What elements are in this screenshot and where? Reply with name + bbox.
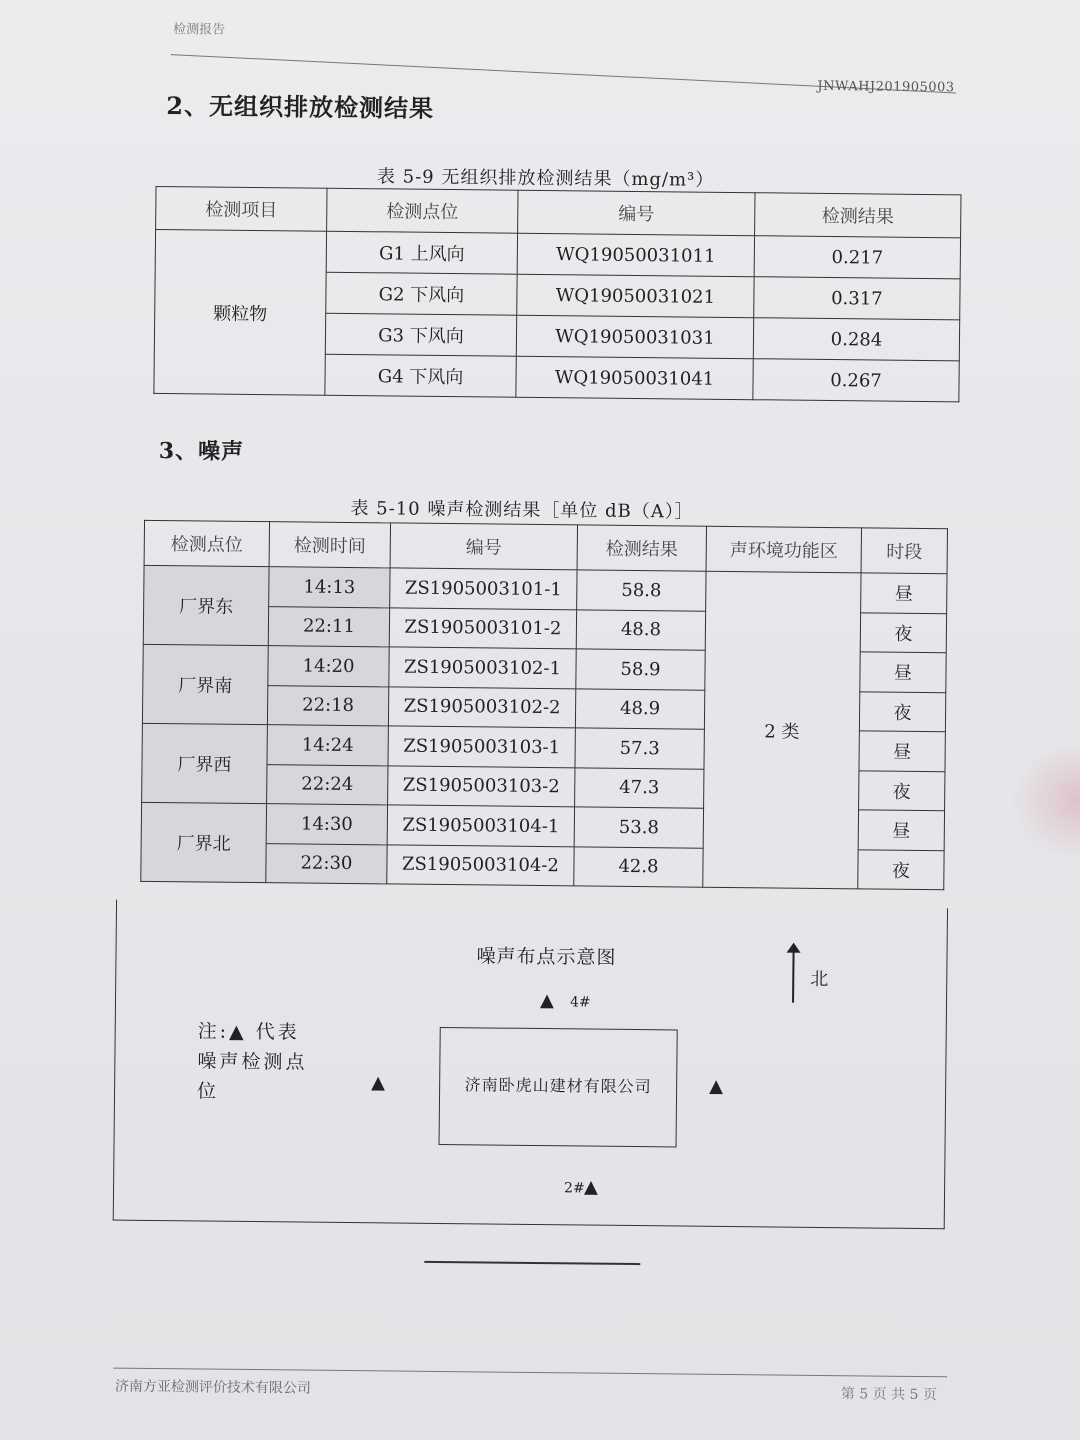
- result-cell: 58.8: [577, 570, 706, 611]
- col-header: 检测项目: [156, 186, 327, 231]
- result-cell: 0.217: [754, 236, 960, 279]
- report-page: [113, 14, 968, 1423]
- period-cell: 昼: [861, 573, 947, 613]
- code-cell: ZS1905003104-2: [387, 844, 574, 885]
- period-cell: 夜: [858, 849, 944, 889]
- col-header: 检测点位: [144, 520, 269, 566]
- code-cell: ZS1905003104-1: [387, 805, 574, 846]
- col-header: 检测时间: [269, 522, 390, 568]
- diagram-title: 噪声布点示意图: [476, 945, 617, 969]
- code-cell: WQ19050031041: [516, 356, 753, 399]
- col-header: 声环境功能区: [706, 526, 861, 573]
- triangle-marker-icon: ▲: [371, 1072, 386, 1094]
- result-cell: 0.267: [753, 359, 959, 402]
- code-cell: WQ19050031031: [516, 315, 753, 358]
- time-cell: 14:24: [267, 725, 388, 766]
- result-cell: 53.8: [574, 807, 703, 848]
- point-cell: G3 下风向: [325, 313, 516, 356]
- zone-cell: 2 类: [703, 571, 861, 889]
- col-header: 编号: [518, 190, 755, 235]
- location-cell: 厂界西: [142, 723, 268, 803]
- period-cell: 夜: [859, 770, 945, 810]
- code-cell: ZS1905003103-2: [388, 765, 575, 806]
- period-cell: 夜: [860, 612, 946, 652]
- footer-company: 济南方亚检测评价技术有限公司: [114, 1378, 312, 1397]
- result-cell: 48.9: [575, 688, 704, 729]
- red-stamp-edge: [1010, 740, 1080, 860]
- table-row: [155, 229, 960, 278]
- point-cell: G4 下风向: [325, 354, 516, 397]
- code-cell: ZS1905003102-2: [388, 686, 575, 727]
- company-building: [439, 1027, 678, 1147]
- triangle-marker-icon: ▲: [583, 1176, 599, 1198]
- report-number: JNWAHJ201905003: [817, 78, 955, 96]
- point-label-top: 4#: [569, 994, 591, 1011]
- code-cell: ZS1905003101-2: [389, 607, 576, 648]
- result-cell: 48.8: [576, 609, 705, 650]
- location-cell: 厂界东: [143, 565, 269, 645]
- header-left-title: 检测报告: [173, 22, 226, 38]
- result-cell: 58.9: [576, 649, 705, 690]
- noise-layout-diagram: [113, 900, 948, 1230]
- table-5-9-caption: 表 5-9 无组织排放检测结果（mg/m³）: [376, 166, 715, 191]
- col-header: 时段: [861, 528, 947, 574]
- time-cell: 22:18: [267, 685, 388, 726]
- period-cell: 夜: [859, 691, 945, 731]
- point-cell: G2 下风向: [326, 272, 517, 315]
- col-header: 检测结果: [577, 525, 706, 571]
- north-label: 北: [810, 968, 829, 991]
- point-cell: G1 上风向: [326, 231, 517, 274]
- time-cell: 22:30: [266, 843, 387, 884]
- table-5-9: [153, 186, 961, 402]
- item-cell: 颗粒物: [154, 229, 327, 395]
- section-2-heading: 2、无组织排放检测结果: [166, 91, 435, 123]
- result-cell: 57.3: [575, 728, 704, 769]
- period-cell: 昼: [860, 652, 946, 692]
- section-3-heading: 3、噪声: [158, 437, 245, 465]
- table-5-10-caption: 表 5-10 噪声检测结果［单位 dB（A）］: [350, 498, 694, 523]
- result-cell: 42.8: [574, 846, 703, 887]
- time-cell: 14:13: [269, 567, 390, 608]
- code-cell: ZS1905003103-1: [388, 726, 575, 767]
- period-cell: 昼: [859, 731, 945, 771]
- table-row: [144, 565, 947, 613]
- time-cell: 14:30: [266, 804, 387, 845]
- location-cell: 厂界南: [142, 644, 268, 724]
- diagram-note: 注:▲ 代表噪声检测点位: [196, 1020, 308, 1103]
- code-cell: ZS1905003102-1: [389, 647, 576, 688]
- result-cell: 0.317: [754, 277, 960, 320]
- triangle-marker-icon: ▲: [539, 990, 554, 1012]
- col-header: 编号: [390, 523, 577, 570]
- location-cell: 厂界北: [141, 802, 267, 882]
- north-arrow-shaft: [792, 951, 795, 1003]
- col-header: 检测结果: [755, 193, 961, 238]
- time-cell: 22:11: [268, 606, 389, 647]
- time-cell: 14:20: [268, 646, 389, 687]
- result-cell: 0.284: [753, 318, 959, 361]
- footer-page-number: 第 5 页 共 5 页: [840, 1386, 938, 1404]
- result-cell: 47.3: [575, 767, 704, 808]
- code-cell: WQ19050031011: [517, 233, 754, 276]
- time-cell: 22:24: [267, 764, 388, 805]
- end-rule: [424, 1261, 640, 1265]
- code-cell: WQ19050031021: [517, 274, 754, 317]
- period-cell: 昼: [858, 810, 944, 850]
- point-label-bottom: 2#: [563, 1180, 585, 1197]
- col-header: 检测点位: [327, 188, 518, 233]
- triangle-marker-icon: ▲: [709, 1075, 724, 1097]
- table-5-10: [140, 520, 948, 890]
- footer-rule: [113, 1368, 947, 1378]
- code-cell: ZS1905003101-1: [390, 568, 577, 609]
- company-name: 济南卧虎山建材有限公司: [464, 1075, 652, 1097]
